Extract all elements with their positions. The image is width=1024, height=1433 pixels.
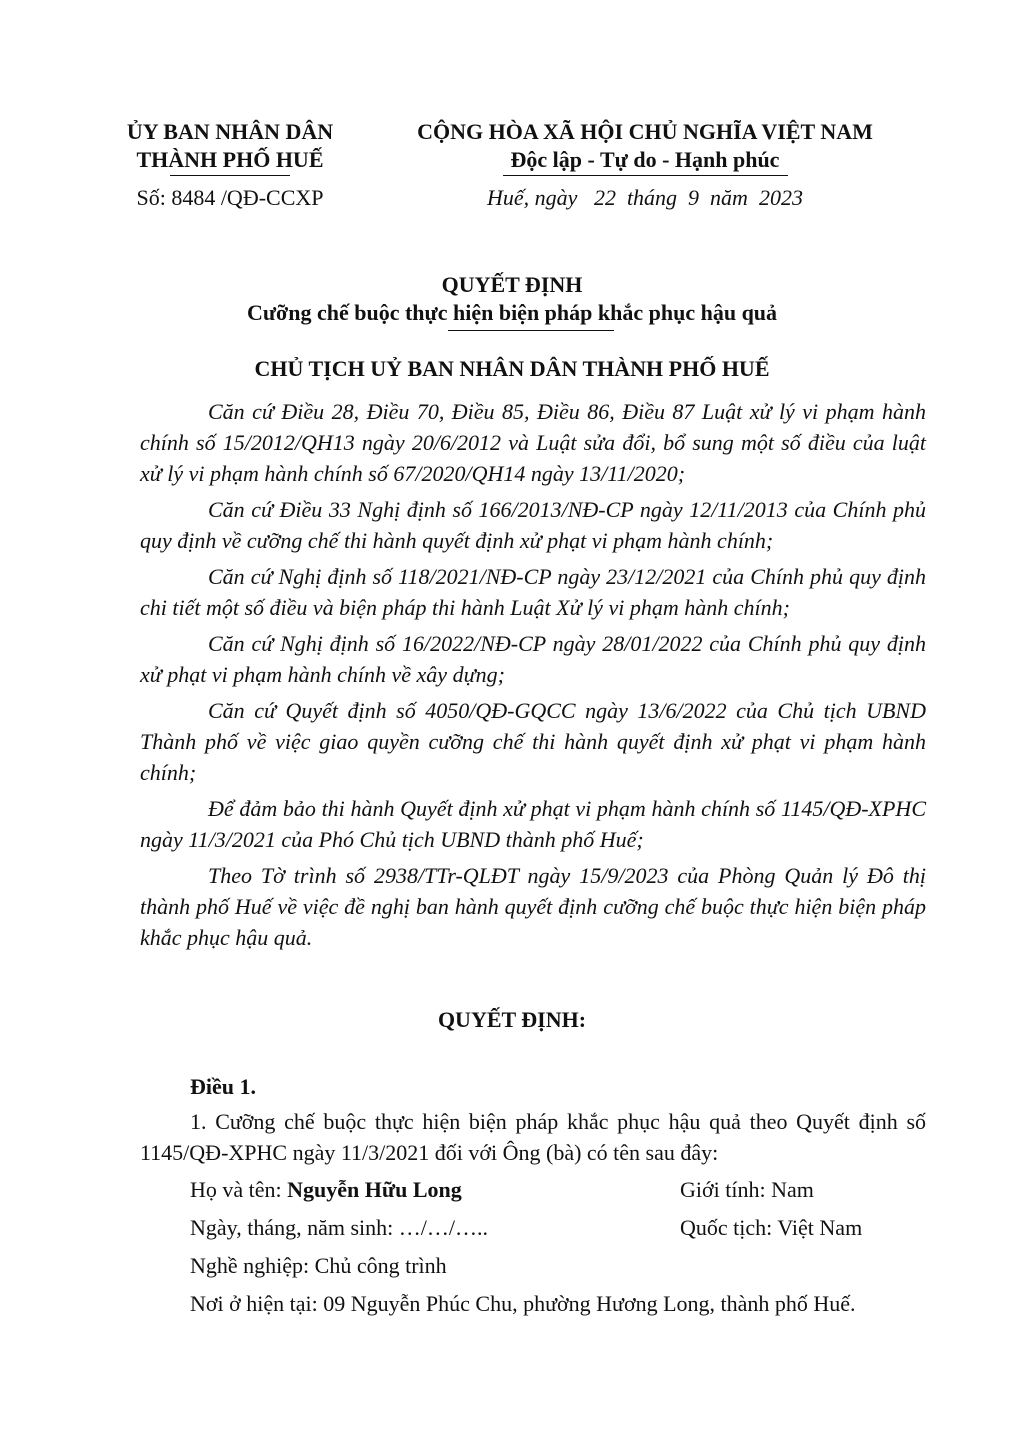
preamble-item: Căn cứ Điều 33 Nghị định số 166/2013/NĐ-CP ngày 12/11/2013 của Chính phủ quy định về cưỡng chế thi hành quyết định xử phạt vi phạm hành chính; [140, 497, 926, 553]
motto: Độc lập - Tự do - Hạnh phúc [510, 147, 780, 172]
article-1-clause-1 [140, 1106, 926, 1168]
gender: Giới tính: Nam [680, 1177, 814, 1202]
preamble-item: Căn cứ Nghị định số 118/2021/NĐ-CP ngày 23/12/2021 của Chính phủ quy định chi tiết một số điều và biện pháp thi hành Luật Xử lý vi phạm hành chính; [140, 564, 926, 620]
authority-heading: CHỦ TỊCH UỶ BAN NHÂN DÂN THÀNH PHỐ HUẾ [254, 356, 770, 381]
preamble [140, 396, 926, 958]
issuer-name-line2: THÀNH PHỐ HUẾ [136, 147, 324, 172]
birth-nationality-row [190, 1214, 950, 1242]
occupation: Nghề nghiệp: Chủ công trình [190, 1253, 447, 1278]
address-row [190, 1290, 950, 1318]
clause-text: 1. Cưỡng chế buộc thực hiện biện pháp khắc phục hậu quả theo Quyết định số 1145/QĐ-XPHC ngày 11/3/2021 đối với Ông (bà) có tên sau đây: [140, 1109, 926, 1165]
document-date: Huế, ngày 22 tháng 9 năm 2023 [487, 185, 803, 210]
preamble-item: Căn cứ Nghị định số 16/2022/NĐ-CP ngày 28/01/2022 của Chính phủ quy định xử phạt vi phạm hành chính về xây dựng; [140, 631, 926, 687]
issuer-name-line1: ỦY BAN NHÂN DÂN [126, 119, 334, 144]
preamble-item: Để đảm bảo thi hành Quyết định xử phạt vi phạm hành chính số 1145/QĐ-XPHC ngày 11/3/2021 của Phó Chủ tịch UBND thành phố Huế; [140, 796, 926, 852]
name-label: Họ và tên: [190, 1177, 288, 1202]
document-subtitle: Cưỡng chế buộc thực hiện biện pháp khắc phục hậu quả [246, 300, 778, 325]
preamble-item: Căn cứ Điều 28, Điều 70, Điều 85, Điều 86, Điều 87 Luật xử lý vi phạm hành chính số 15/2012/QH13 ngày 20/6/2012 và Luật sửa đổi, bổ sung một số điều của luật xử lý vi phạm hành chính số 67/2020/QH14 ngày 13/11/2020; [140, 399, 926, 486]
national-motto-block [380, 118, 910, 176]
document-title: QUYẾT ĐỊNH [441, 272, 583, 297]
issuer-underline [170, 175, 290, 176]
subtitle-underline [448, 330, 614, 331]
document-number: Số: 8484 /QĐ-CCXP [136, 185, 324, 210]
person-name-row [190, 1176, 950, 1204]
motto-underline [503, 175, 788, 176]
country-name: CỘNG HÒA XÃ HỘI CHỦ NGHĨA VIỆT NAM [417, 119, 873, 144]
article-1-heading: Điều 1. [190, 1074, 256, 1099]
preamble-item: Căn cứ Quyết định số 4050/QĐ-GQCC ngày 13/6/2022 của Chủ tịch UBND Thành phố về việc giao quyền cưỡng chế thi hành quyết định xử phạt vi phạm hành chính; [140, 698, 926, 785]
issuer-block [100, 118, 360, 176]
nationality: Quốc tịch: Việt Nam [680, 1215, 863, 1240]
decision-heading: QUYẾT ĐỊNH: [437, 1007, 587, 1032]
address: Nơi ở hiện tại: 09 Nguyễn Phúc Chu, phường Hương Long, thành phố Huế. [190, 1291, 856, 1316]
person-name: Nguyễn Hữu Long [287, 1177, 462, 1202]
preamble-item: Theo Tờ trình số 2938/TTr-QLĐT ngày 15/9/2023 của Phòng Quản lý Đô thị thành phố Huế về việc đề nghị ban hành quyết định cưỡng chế buộc thực hiện biện pháp khắc phục hậu quả. [140, 863, 926, 950]
date-of-birth: Ngày, tháng, năm sinh: …/…/….. [190, 1215, 488, 1240]
occupation-row [190, 1252, 950, 1280]
